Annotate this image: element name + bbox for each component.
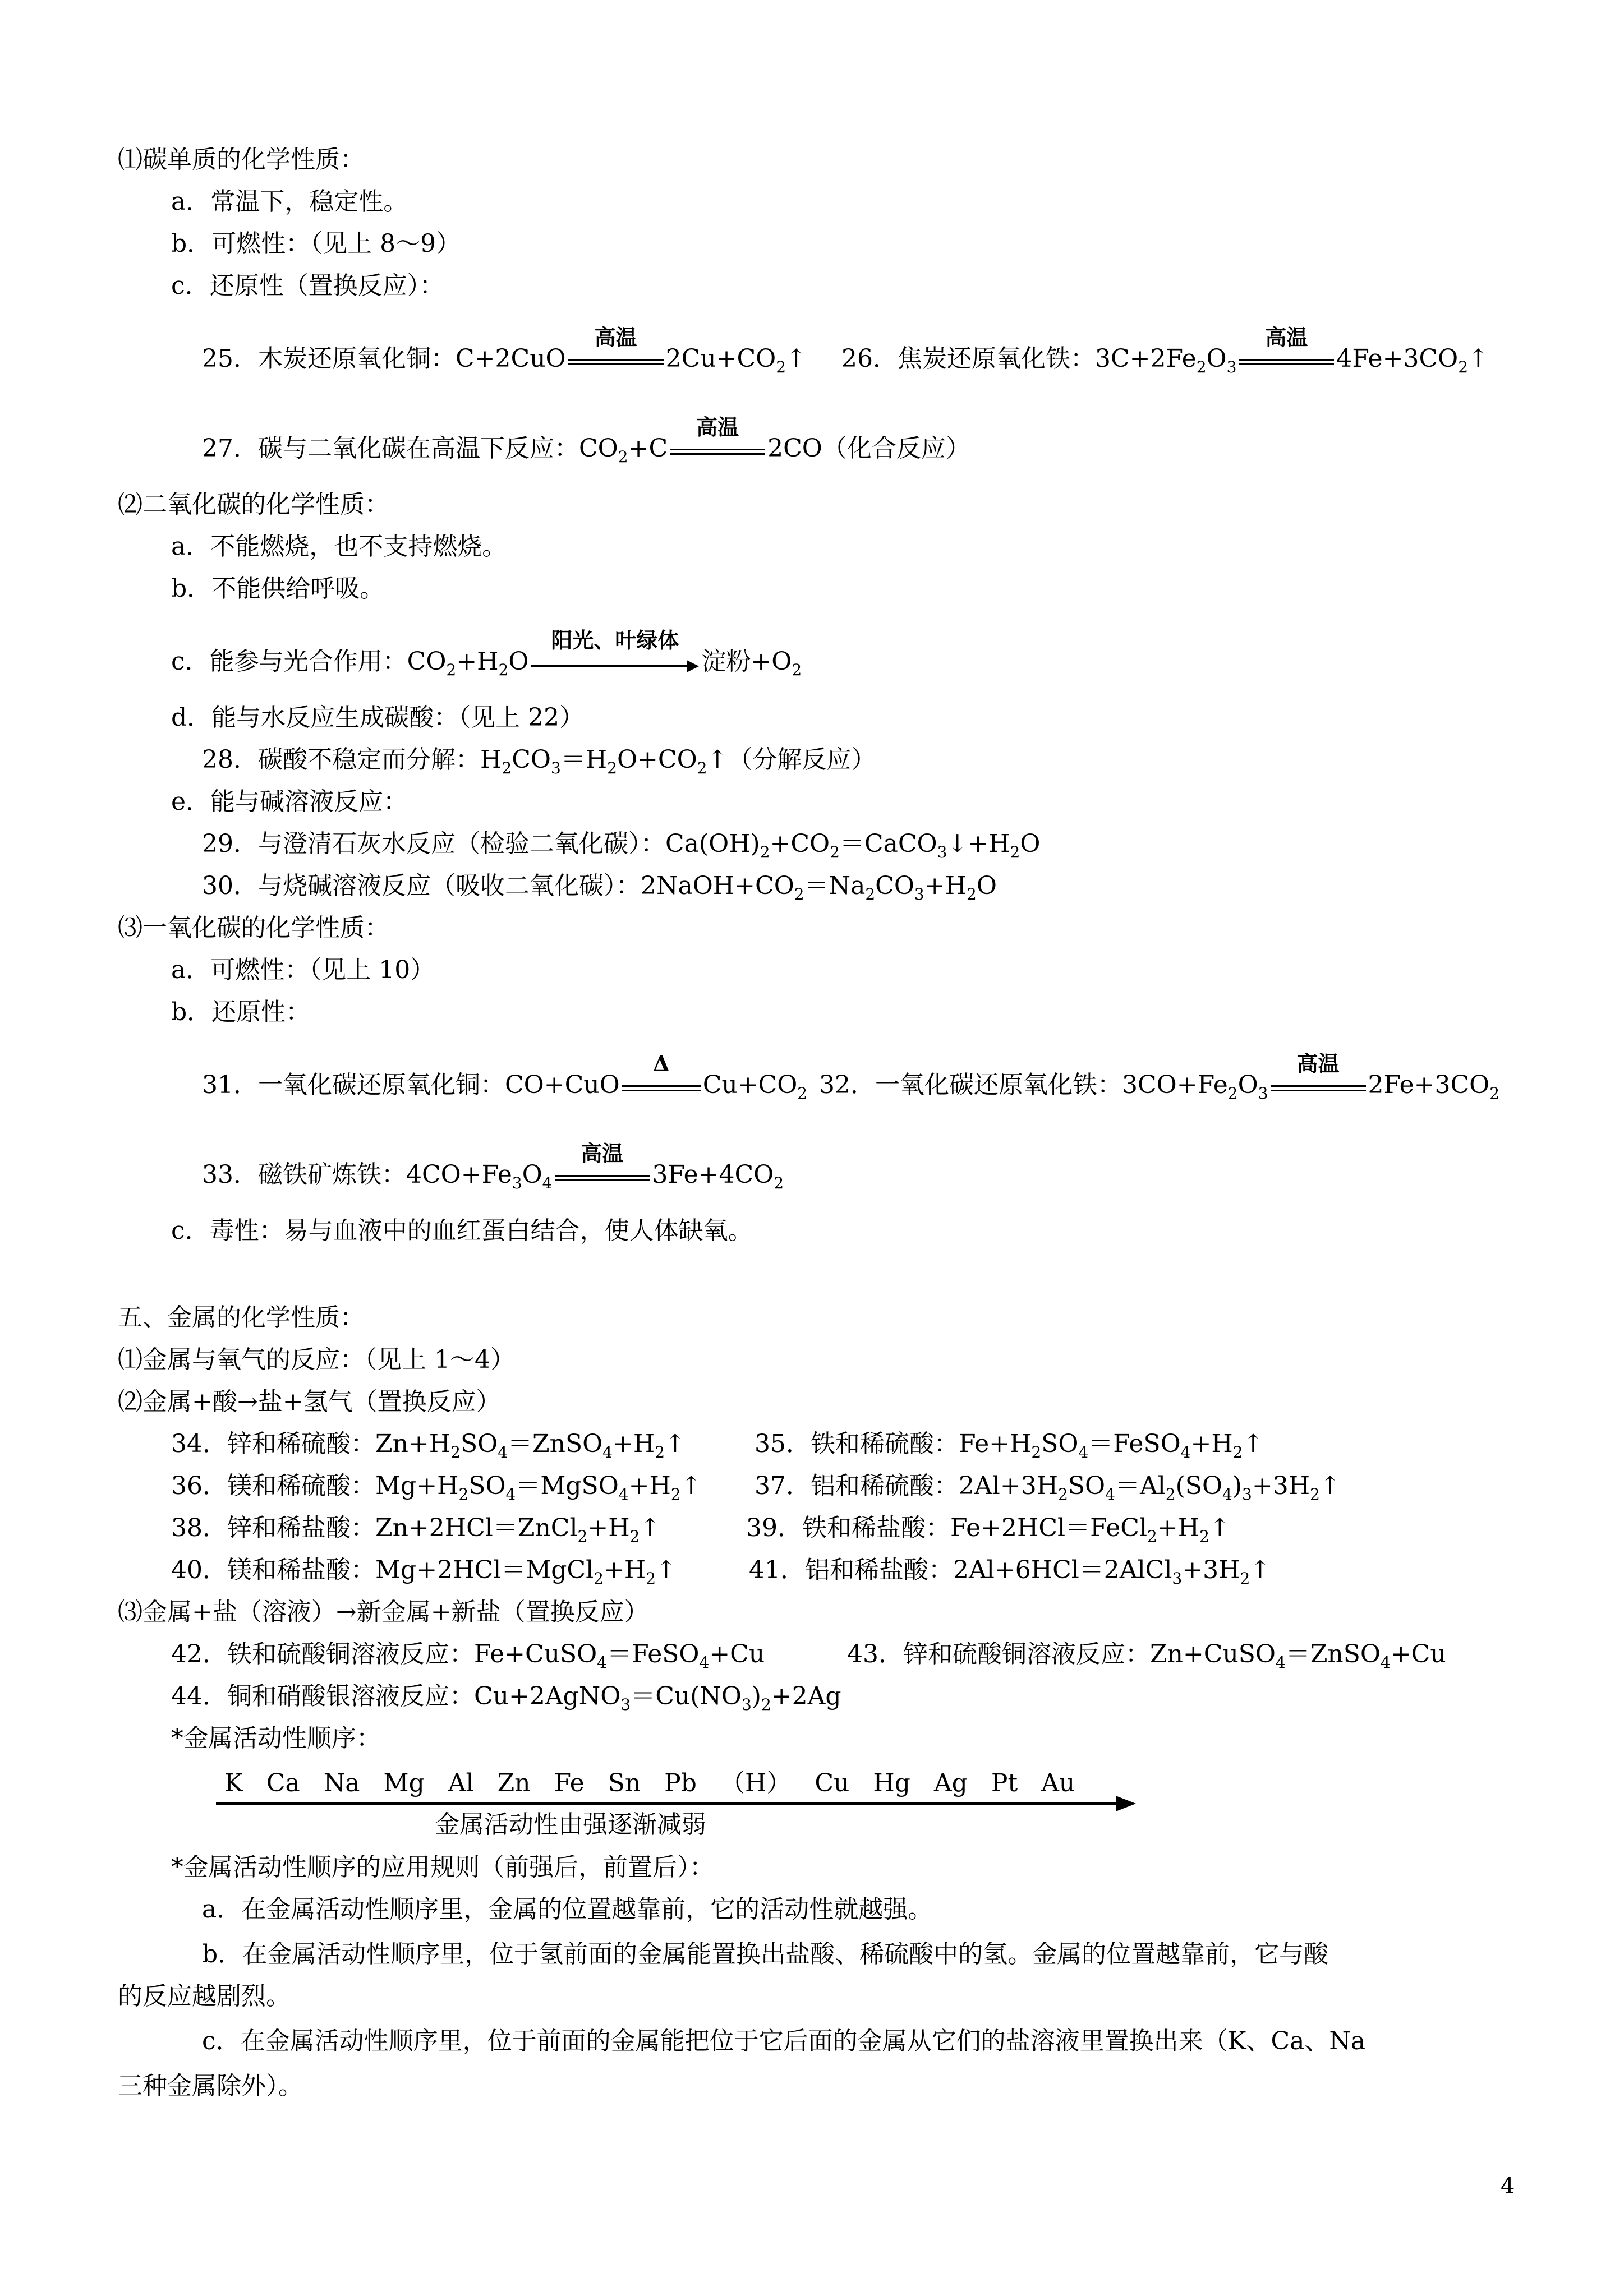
text-line: *金属活动性顺序的应用规则（前强后，前置后）：: [171, 1853, 714, 1882]
text-line: a．可燃性：（见上 10）: [171, 956, 435, 984]
text-line: ⑵金属+酸→盐+氢气（置换反应）: [118, 1387, 501, 1416]
equation-photosynthesis: c．能参与光合作用：$CO_2+H_2O$ 阳光、叶绿体 淀粉$+O_2$: [171, 628, 802, 679]
equation-26: 26．焦炭还原氧化铁：$3C+2Fe_2O_3$ 高温 $4Fe+3CO_2$ ↑: [841, 342, 1489, 376]
rule-c-cont: 三种金属除外）。: [118, 2072, 303, 2100]
metal-activity-series: [216, 1767, 1136, 1839]
text-line: b．还原性：: [171, 998, 311, 1026]
metal-symbol: Mg: [383, 1769, 425, 1797]
metal-symbol: Cu: [815, 1769, 850, 1797]
text-line: d．能与水反应生成碳酸：（见上 22）: [171, 703, 585, 732]
text-line: c．还原性（置换反应）：: [171, 271, 444, 300]
metal-symbol: K: [224, 1769, 243, 1797]
metal-list: [224, 1767, 1098, 1800]
metal-symbol: Au: [1041, 1769, 1075, 1797]
equation-43: 43．锌和硫酸铜溶液反应：Zn+CuSO$_4$＝ZnSO$_4$+Cu: [847, 1640, 1446, 1672]
metal-symbol: （H）: [720, 1769, 792, 1797]
series-arrow-line: [216, 1802, 1119, 1805]
condition-heat: Δ: [622, 1068, 701, 1102]
equation-25: 25．木炭还原氧化铜：C+2CuO 高温 $2Cu+CO_2$ ↑: [202, 342, 807, 376]
metal-symbol: Fe: [554, 1769, 585, 1797]
heading-metals: 五、金属的化学性质：: [118, 1303, 365, 1332]
equation-31: 31．一氧化碳还原氧化铜：CO+CuO Δ $Cu+CO_2$: [202, 1051, 808, 1103]
equation-29: 29．与澄清石灰水反应（检验二氧化碳）：$Ca(OH)_2+CO_2=CaCO_3↓+H_2O$: [202, 829, 1041, 861]
rule-a: a．在金属活动性顺序里，金属的位置越靠前，它的活动性就越强。: [202, 1895, 933, 1924]
equation-30: 30．与烧碱溶液反应（吸收二氧化碳）：$2NaOH+CO_2=Na_2CO_3+H_2O$: [202, 872, 997, 903]
metal-symbol: Hg: [873, 1769, 910, 1797]
equation-33: 33．磁铁矿炼铁：$4CO+Fe_3O_4$ 高温 $3Fe+4CO_2$: [202, 1141, 784, 1192]
page-number: 4: [1501, 2173, 1515, 2199]
text-line: ⑶金属+盐（溶液）→新金属+新盐（置换反应）: [118, 1598, 649, 1626]
equation-36: 36．镁和稀硫酸：$Mg+H_2SO_4=MgSO_4+H_2$ ↑: [171, 1469, 702, 1503]
rule-b-cont: 的反应越剧烈。: [118, 1982, 291, 2011]
metal-symbol: Ag: [933, 1769, 968, 1797]
equation-32: 32．一氧化碳还原氧化铁：$3CO+Fe_2O_3$ 高温 $2Fe+3CO_2$: [819, 1051, 1500, 1103]
series-caption: 金属活动性由强逐渐减弱: [435, 1810, 706, 1839]
metal-symbol: Na: [323, 1769, 360, 1797]
text-line: a．常温下，稳定性。: [171, 187, 408, 216]
equation-40: 40．镁和稀盐酸：$Mg+2HCl=MgCl_2+H_2$ ↑: [171, 1553, 677, 1587]
equation-41: 41．铝和稀盐酸：$2Al+6HCl=2AlCl_3+3H_2$ ↑: [749, 1553, 1271, 1587]
metal-symbol: Al: [448, 1769, 474, 1797]
heading-carbon: ⑴碳单质的化学性质：: [118, 145, 365, 174]
equation-42: 42．铁和硫酸铜溶液反应：Fe+CuSO$_4$＝FeSO$_4$+Cu: [171, 1640, 765, 1672]
metal-symbol: Sn: [608, 1769, 641, 1797]
equation-27: 27．碳与二氧化碳在高温下反应：$CO_2+C$ 高温 2CO（化合反应）: [202, 414, 970, 466]
condition-high-temp: 高温: [1239, 342, 1334, 376]
heading-co: ⑶一氧化碳的化学性质：: [118, 914, 389, 942]
equation-34: 34．锌和稀硫酸：$Zn+H_2SO_4=ZnSO_4+H_2$ ↑: [171, 1427, 686, 1461]
text-line: ⑴金属与氧气的反应：（见上 1～4）: [118, 1345, 515, 1374]
condition-high-temp: 高温: [1271, 1068, 1366, 1102]
heading-co2: ⑵二氧化碳的化学性质：: [118, 490, 389, 519]
text-line: b．可燃性：（见上 8～9）: [171, 229, 461, 258]
rule-c: c．在金属活动性顺序里，位于前面的金属能把位于它后面的金属从它们的盐溶液里置换出来（K、Ca、Na: [202, 2027, 1366, 2055]
equation-28: 28．碳酸不稳定而分解：$H_2CO_3=H_2O+CO_2$ ↑ （分解反应）: [202, 743, 876, 777]
metal-symbol: Zn: [497, 1769, 531, 1797]
condition-high-temp: 高温: [555, 1158, 650, 1192]
metal-symbol: Pb: [664, 1769, 697, 1797]
text-line: c．毒性：易与血液中的血红蛋白结合，使人体缺氧。: [171, 1216, 753, 1245]
series-arrow-head: [1116, 1796, 1136, 1811]
rule-b: b．在金属活动性顺序里，位于氢前面的金属能置换出盐酸、稀硫酸中的氢。金属的位置越靠前，它与酸: [202, 1940, 1329, 1968]
condition-light-arrow: 阳光、叶绿体: [531, 645, 699, 679]
condition-high-temp: 高温: [670, 432, 765, 465]
equation-44: 44．铜和硝酸银溶液反应：$Cu+2AgNO_3=Cu(NO_3)_2+2Ag$: [171, 1682, 841, 1714]
equation-38: 38．锌和稀盐酸：$Zn+2HCl=ZnCl_2+H_2$ ↑: [171, 1511, 660, 1545]
equation-35: 35．铁和稀硫酸：$Fe+H_2SO_4=FeSO_4+H_2$ ↑: [755, 1427, 1263, 1461]
condition-high-temp: 高温: [568, 342, 664, 376]
text-line: *金属活动性顺序：: [171, 1724, 381, 1753]
text-line: a．不能燃烧，也不支持燃烧。: [171, 532, 507, 561]
metal-symbol: Ca: [266, 1769, 300, 1797]
text-line: b．不能供给呼吸。: [171, 574, 385, 603]
equation-39: 39．铁和稀盐酸：$Fe+2HCl=FeCl_2+H_2$ ↑: [746, 1511, 1230, 1545]
equation-37: 37．铝和稀硫酸：$2Al+3H_2SO_4=Al_2(SO_4)_3+3H_2$ ↑: [755, 1469, 1341, 1503]
text-line: e．能与碱溶液反应：: [171, 787, 408, 816]
metal-symbol: Pt: [991, 1769, 1018, 1797]
